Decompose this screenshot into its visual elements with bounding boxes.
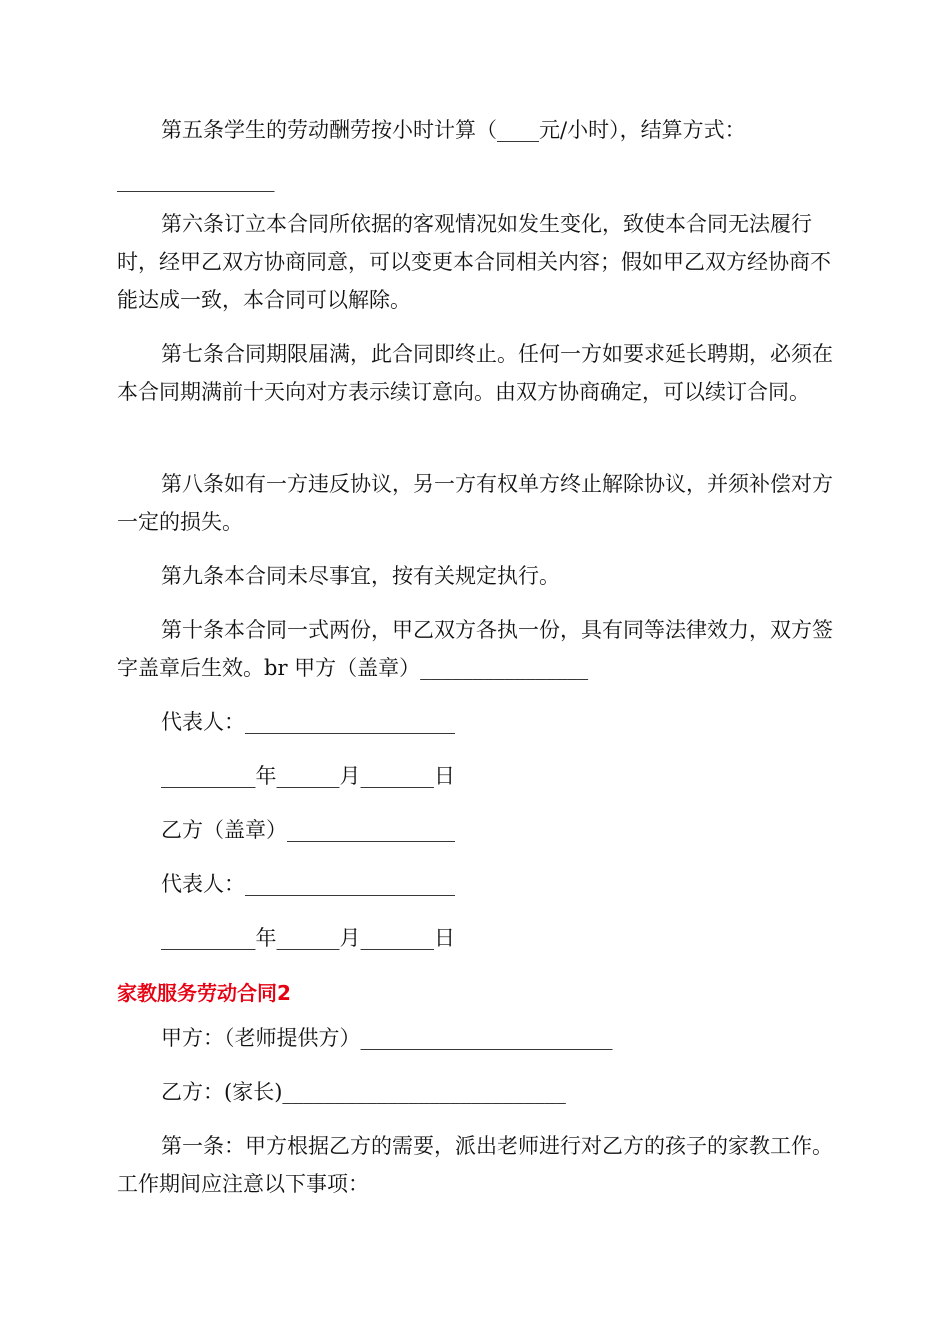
section-heading: 家教服务劳动合同2 [117, 981, 291, 1005]
article-5-blank: _______________ [117, 168, 275, 192]
date-b: _________年______月_______日 [161, 926, 455, 950]
article-6: 第六条订立本合同所依据的客观情况如发生变化，致使本合同无法履行时，经甲乙双方协商同意，可以变更本合同相关内容；假如甲乙双方经协商不能达成一致，本合同可以解除。 [117, 212, 831, 312]
article-1: 第一条：甲方根据乙方的需要，派出老师进行对乙方的孩子的家教工作。工作期间应注意以下事项： [117, 1134, 833, 1196]
representative-a: 代表人：____________________ [161, 710, 455, 734]
article-8: 第八条如有一方违反协议，另一方有权单方终止解除协议，并须补偿对方一定的损失。 [117, 472, 833, 534]
article-10: 第十条本合同一式两份，甲乙双方各执一份，具有同等法律效力，双方签字盖章后生效。br 甲方（盖章）________________ [117, 618, 833, 680]
representative-b: 代表人：____________________ [161, 872, 455, 896]
article-9: 第九条本合同未尽事宜，按有关规定执行。 [161, 564, 560, 588]
date-a: _________年______月_______日 [161, 764, 455, 788]
party-a-teacher: 甲方：（老师提供方）________________________ [161, 1026, 613, 1050]
article-5: 第五条学生的劳动酬劳按小时计算（____元/小时），结算方式： [161, 118, 746, 142]
party-b-seal: 乙方（盖章）________________ [161, 818, 455, 842]
party-b-parent: 乙方：(家长)___________________________ [161, 1080, 566, 1104]
article-7: 第七条合同期限届满，此合同即终止。任何一方如要求延长聘期，必须在本合同期满前十天向对方表示续订意向。由双方协商确定，可以续订合同。 [117, 342, 833, 404]
